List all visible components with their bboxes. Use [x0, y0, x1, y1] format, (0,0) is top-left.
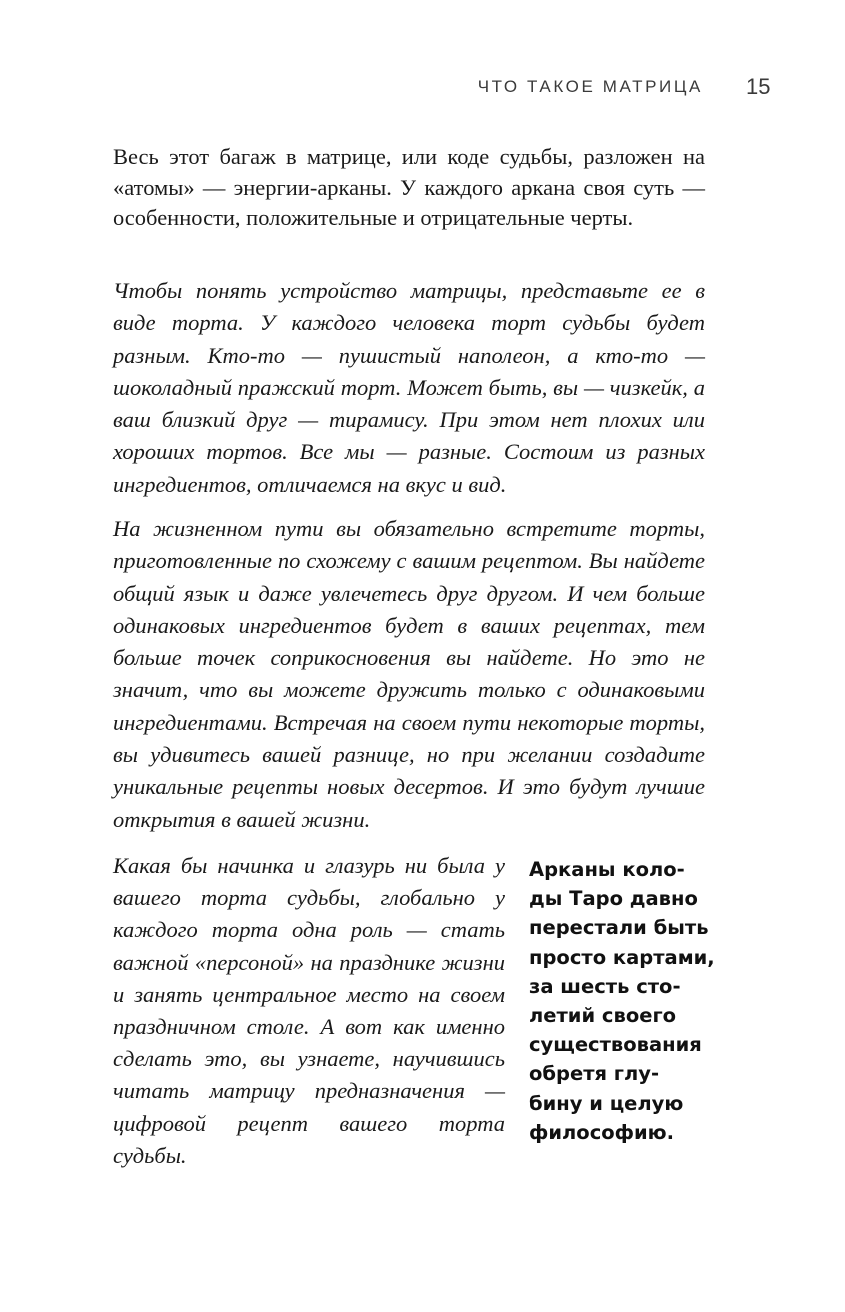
body-paragraph: Весь этот багаж в матрице, или коде судьбы, разложен на «атомы» — энергии-арканы. У каждого аркана своя суть — особенности, положительные и отрицательные черты. — [113, 144, 705, 230]
margin-note-line: перестали быть — [529, 916, 709, 940]
italic-paragraph: Чтобы понять устройство матрицы, представьте ее в виде торта. У каждого человека торт судьбы будет разным. Кто-то — пушистый наполеон, а кто-то — шоколадный пражский торт. Может быть, вы — чизкейк, а ваш близкий друг — тирамису. При этом нет плохих или хороших тортов. Все мы — разные. Состоим из разных ингредиентов, отличаемся на вкус и вид. — [113, 278, 705, 497]
margin-note-line: существования — [529, 1033, 702, 1057]
margin-note-line: философию. — [529, 1120, 675, 1144]
paragraph-block — [113, 142, 705, 234]
paragraph-block — [113, 850, 505, 1172]
margin-note — [529, 855, 719, 1147]
margin-note-line: Арканы коло- — [529, 858, 685, 881]
margin-note-line: просто картами, — [529, 945, 715, 969]
margin-note-line: ды Таро давно — [529, 887, 698, 911]
margin-note-line: за шесть сто- — [529, 974, 681, 998]
italic-paragraph: Какая бы начинка и глазурь ни была у вашего торта судьбы, глобально у каждого торта одна роль — стать важной «персоной» на празднике жизни и занять центральное место на своем праздничном столе. А вот как именно сделать это, вы узнаете, научившись читать матрицу предназначения — цифровой рецепт вашего торта судьбы. — [113, 853, 505, 1168]
page-number: 15 — [746, 74, 771, 99]
margin-note-line: обретя глу- — [529, 1062, 660, 1086]
margin-note-line: летий своего — [529, 1004, 677, 1028]
italic-paragraph: На жизненном пути вы обязательно встретите торты, приготовленные по схожему с вашим рецептом. Вы найдете общий язык и даже увлечетесь друг другом. И чем больше одинаковых ингредиентов будет в ваших рецептах, тем больше точек соприкосновения вы найдете. Но это не значит, что вы можете дружить только с одинаковыми ингредиентами. Встречая на своем пути некоторые торты, вы удивитесь вашей разнице, но при желании создадите уникальные рецепты новых десертов. И это будут лучшие открытия в вашей жизни. — [113, 516, 705, 832]
paragraph-block — [113, 513, 705, 836]
margin-note-line: бину и целую — [529, 1091, 684, 1115]
running-title: ЧТО ТАКОЕ МАТРИЦА — [477, 77, 703, 96]
paragraph-block — [113, 275, 705, 501]
